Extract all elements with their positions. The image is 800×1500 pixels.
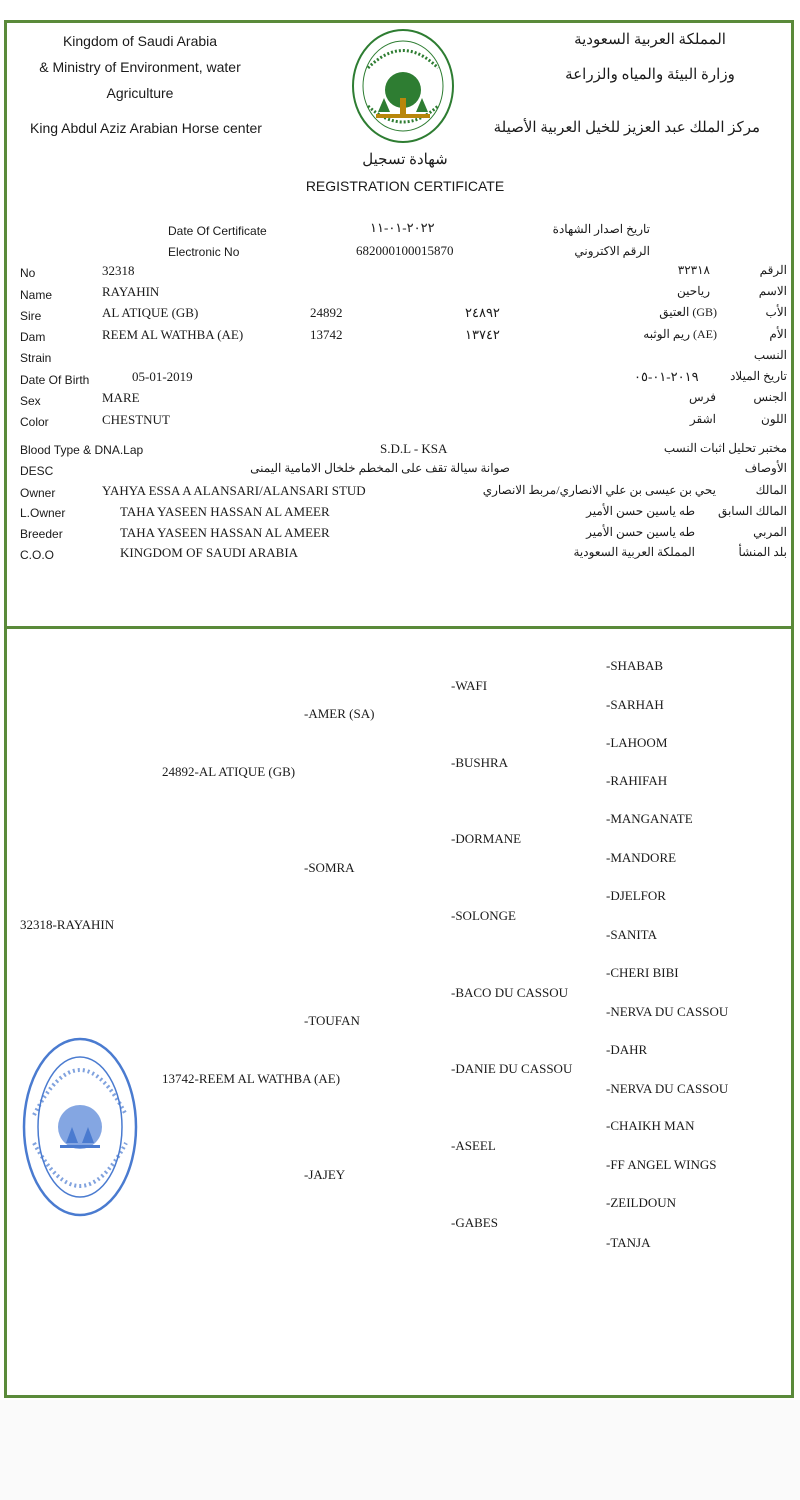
pedigree-gen4-item: -TANJA	[606, 1235, 651, 1250]
owner-value: YAHYA ESSA A ALANSARI/ALANSARI STUD	[102, 483, 366, 498]
sire-value-ar: (GB) العتيق	[659, 305, 717, 319]
pedigree-gen3-item: -DANIE DU CASSOU	[451, 1061, 573, 1076]
color-value-ar: اشقر	[689, 412, 716, 426]
pedigree-gen4-item: -DAHR	[606, 1042, 648, 1057]
pedigree-gen4-item: -MANDORE	[606, 850, 677, 865]
dob-value: 05-01-2019	[132, 369, 193, 384]
header-ar-line1: المملكة العربية السعودية	[574, 32, 726, 48]
electronic-no-value: 682000100015870	[356, 243, 454, 258]
breeder-label-ar: المربي	[753, 525, 787, 539]
pedigree-gen3-item: -ASEEL	[451, 1138, 496, 1153]
no-label: No	[20, 266, 36, 280]
pedigree-gen3-item: -BUSHRA	[451, 755, 509, 770]
sire-value: AL ATIQUE (GB)	[102, 305, 199, 320]
l-owner-value: TAHA YASEEN HASSAN AL AMEER	[120, 504, 330, 519]
no-value: 32318	[102, 263, 135, 278]
blood-type-label: Blood Type & DNA.Lap	[20, 443, 144, 457]
desc-label-ar: الأوصاف	[744, 461, 787, 475]
pedigree-gen3-item: -WAFI	[451, 678, 488, 693]
pedigree-gen4-item: -CHAIKH MAN	[606, 1118, 695, 1133]
sire-reg-ar: ٢٤٨٩٢	[465, 305, 500, 320]
l-owner-label-ar: المالك السابق	[717, 504, 787, 518]
l-owner-value-ar: طه ياسين حسن الأمير	[586, 504, 695, 518]
strain-label-ar: النسب	[753, 348, 787, 362]
certificate-title-ar: شهادة تسجيل	[362, 152, 448, 168]
name-value-ar: رياحين	[677, 284, 710, 298]
pedigree-gen4-item: -FF ANGEL WINGS	[606, 1157, 717, 1172]
blood-type-value: S.D.L - KSA	[380, 441, 448, 456]
header-ar-line2: وزارة البيئة والمياه والزراعة	[565, 67, 735, 83]
pedigree-gen2-item: -JAJEY	[304, 1167, 346, 1182]
coo-value: KINGDOM OF SAUDI ARABIA	[120, 545, 299, 560]
header-en-line3: Agriculture	[106, 85, 174, 101]
registry-stamp-icon	[20, 1035, 140, 1219]
pedigree-gen2-item: -TOUFAN	[304, 1013, 360, 1028]
coo-label: C.O.O	[20, 548, 55, 562]
l-owner-label: L.Owner	[20, 506, 66, 520]
pedigree-gen3-item: -SOLONGE	[451, 908, 516, 923]
color-value: CHESTNUT	[102, 412, 170, 427]
header-en-line1: Kingdom of Saudi Arabia	[62, 33, 218, 49]
strain-label: Strain	[20, 351, 52, 365]
date-of-certificate-label: Date Of Certificate	[168, 224, 267, 238]
sex-value-ar: فرس	[688, 390, 716, 404]
sex-label-ar: الجنس	[753, 390, 787, 404]
color-label: Color	[20, 415, 49, 429]
owner-label: Owner	[20, 486, 56, 500]
owner-label-ar: المالك	[755, 483, 787, 497]
pedigree-gen4-item: -MANGANATE	[606, 811, 693, 826]
pedigree-gen4-item: -NERVA DU CASSOU	[606, 1081, 729, 1096]
coo-value-ar: المملكة العربية السعودية	[573, 545, 695, 559]
sire-label-ar: الأب	[765, 305, 787, 319]
blood-type-label-ar: مختبر تحليل اثبات النسب	[663, 441, 787, 455]
electronic-no-label-ar: الرقم الاكتروني	[574, 244, 650, 258]
pedigree-dam: 13742-REEM AL WATHBA (AE)	[162, 1071, 341, 1086]
header-ar-line3: مركز الملك عبد العزيز للخيل العربية الأصيلة	[493, 120, 760, 136]
desc-label: DESC	[20, 464, 54, 478]
pedigree-gen4-item: -SARHAH	[606, 697, 664, 712]
pedigree-gen4-item: -ZEILDOUN	[606, 1195, 677, 1210]
dam-reg-ar: ١٣٧٤٢	[465, 327, 500, 342]
pedigree-sire: 24892-AL ATIQUE (GB)	[162, 764, 296, 779]
name-label-ar: الاسم	[758, 284, 787, 298]
pedigree-gen3-item: -BACO DU CASSOU	[451, 985, 569, 1000]
ministry-logo-icon	[348, 28, 458, 148]
pedigree-gen4-item: -LAHOOM	[606, 735, 668, 750]
certificate-title: REGISTRATION CERTIFICATE	[305, 178, 505, 194]
breeder-label: Breeder	[20, 527, 63, 541]
page-footer-margin	[0, 1400, 800, 1500]
sex-value: MARE	[102, 390, 140, 405]
pedigree-gen4-item: -DJELFOR	[606, 888, 666, 903]
sire-reg: 24892	[310, 305, 343, 320]
pedigree-gen3-item: -GABES	[451, 1215, 498, 1230]
dam-value: REEM AL WATHBA (AE)	[102, 327, 244, 342]
sire-label: Sire	[20, 309, 42, 323]
pedigree-gen2-item: -SOMRA	[304, 860, 355, 875]
sex-label: Sex	[20, 394, 41, 408]
no-label-ar: الرقم	[759, 263, 787, 277]
owner-value-ar: يحي بن عيسى بن علي الانصاري/مربط الانصاري	[482, 483, 716, 497]
header-en-line4: King Abdul Aziz Arabian Horse center	[30, 120, 262, 136]
dob-value-ar: ٢٠١٩-٠١-٠٥	[634, 369, 699, 384]
name-label: Name	[20, 288, 53, 302]
dam-label-ar: الأم	[769, 327, 787, 341]
dob-label-ar: تاريخ الميلاد	[730, 369, 787, 383]
pedigree-gen3-item: -DORMANE	[451, 831, 522, 846]
pedigree-horse: 32318-RAYAHIN	[20, 917, 115, 932]
electronic-no-label: Electronic No	[168, 245, 240, 259]
pedigree-gen2-item: -AMER (SA)	[304, 706, 375, 721]
coo-label-ar: بلد المنشأ	[738, 545, 787, 559]
pedigree-gen4-item: -NERVA DU CASSOU	[606, 1004, 729, 1019]
dob-label: Date Of Birth	[20, 373, 90, 387]
no-value-ar: ٣٢٣١٨	[677, 263, 710, 277]
pedigree-gen4-item: -RAHIFAH	[606, 773, 668, 788]
date-of-certificate-value: ٢٠٢٢-٠١-١١	[370, 220, 435, 235]
color-label-ar: اللون	[761, 412, 787, 426]
desc-value-ar: صوانة سيالة تقف على المخطم خلخال الامامية اليمنى	[250, 461, 510, 475]
dam-label: Dam	[20, 330, 46, 344]
breeder-value-ar: طه ياسين حسن الأمير	[586, 525, 695, 539]
dam-reg: 13742	[310, 327, 343, 342]
pedigree-gen4-item: -CHERI BIBI	[606, 965, 679, 980]
name-value: RAYAHIN	[102, 284, 160, 299]
pedigree-gen4-item: -SHABAB	[606, 658, 664, 673]
dam-value-ar: (AE) ريم الوثبه	[643, 327, 717, 341]
header-en-line2: & Ministry of Environment, water	[39, 59, 241, 75]
pedigree-gen4-item: -SANITA	[606, 927, 657, 942]
breeder-value: TAHA YASEEN HASSAN AL AMEER	[120, 525, 330, 540]
date-of-certificate-label-ar: تاريخ اصدار الشهادة	[552, 222, 650, 236]
